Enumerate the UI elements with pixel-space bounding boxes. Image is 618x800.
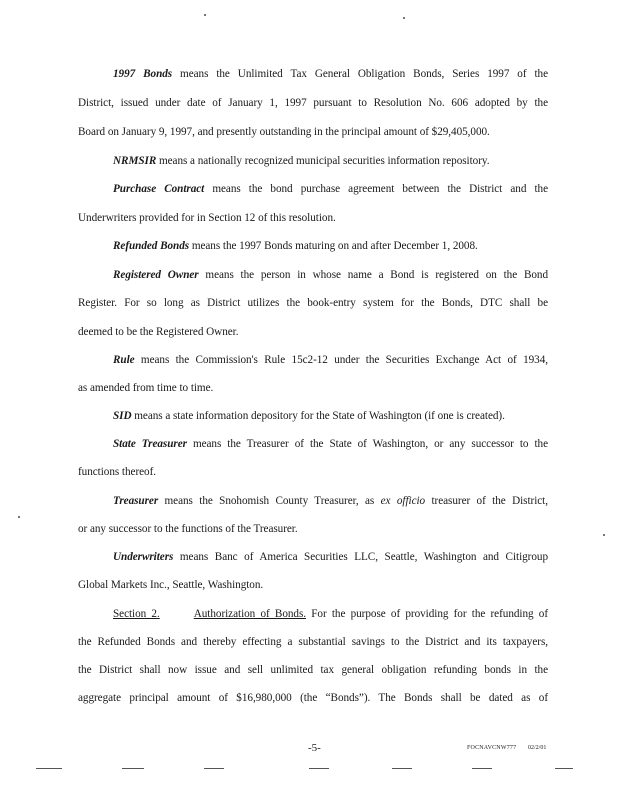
text-line: Board on January 9, 1997, and presently outstanding in the principal amount of $29,405,000. xyxy=(78,126,490,138)
scan-mark xyxy=(555,768,573,769)
scan-mark xyxy=(309,768,329,769)
definition-sid: SID means a state information depository for the State of Washington (if one is created). xyxy=(113,410,505,422)
text-line: functions thereof. xyxy=(78,466,157,478)
definition-registered-owner: Registered Owner means the person in whose name a Bond is registered on the Bond xyxy=(113,269,548,281)
definition-rule: Rule means the Commission's Rule 15c2-12 under the Securities Exchange Act of 1934, xyxy=(113,354,548,366)
text-line: Global Markets Inc., Seattle, Washington. xyxy=(78,579,264,591)
defined-term: Treasurer xyxy=(113,495,159,507)
scan-mark xyxy=(392,768,412,769)
defined-term: Rule xyxy=(113,354,135,366)
definition-1997-bonds: 1997 Bonds means the Unlimited Tax General Obligation Bonds, Series 1997 of the xyxy=(113,68,548,80)
text-line: or any successor to the functions of the Treasurer. xyxy=(78,523,298,535)
definition-treasurer: Treasurer means the Snohomish County Treasurer, as ex officio treasurer of the District, xyxy=(113,495,548,507)
latin-phrase: ex officio xyxy=(380,495,426,507)
text-line: as amended from time to time. xyxy=(78,382,214,394)
text-line: Underwriters provided for in Section 12 of this resolution. xyxy=(78,212,336,224)
scan-mark xyxy=(472,768,492,769)
section-2-heading-line: Section 2. Authorization of Bonds. For the purpose of providing for the refunding of xyxy=(113,608,548,620)
scan-mark xyxy=(36,768,62,769)
defined-term: 1997 Bonds xyxy=(113,68,173,80)
defined-term: Registered Owner xyxy=(113,269,199,281)
page-number: -5- xyxy=(308,742,321,754)
definition-purchase-contract: Purchase Contract means the bond purchase agreement between the District and the xyxy=(113,183,548,195)
text-line: Register. For so long as District utilizes the book-entry system for the Bonds, DTC shall be xyxy=(78,297,548,309)
text-line: the District shall now issue and sell unlimited tax general obligation refunding bonds in the xyxy=(78,664,548,676)
defined-term: State Treasurer xyxy=(113,438,187,450)
defined-term: Purchase Contract xyxy=(113,183,205,195)
document-code: FOCNAVCNW777 xyxy=(467,745,517,751)
defined-term: SID xyxy=(113,410,132,422)
text-line: the Refunded Bonds and thereby effecting a substantial savings to the District and its taxpayers, xyxy=(78,636,548,648)
text-line: aggregate principal amount of $16,980,000 (the “Bonds”). The Bonds shall be dated as of xyxy=(78,692,548,704)
defined-term: Underwriters xyxy=(113,551,174,563)
scan-speck xyxy=(18,516,20,518)
text-line: District, issued under date of January 1, 1997 pursuant to Resolution No. 606 adopted by the xyxy=(78,97,548,109)
document-date: 02/2/01 xyxy=(528,745,547,751)
section-heading: Authorization of Bonds. xyxy=(193,608,306,620)
scan-speck xyxy=(403,17,405,19)
defined-term: NRMSIR xyxy=(113,155,157,167)
defined-term: Refunded Bonds xyxy=(113,240,190,252)
scan-speck xyxy=(204,14,206,16)
definition-state-treasurer: State Treasurer means the Treasurer of the State of Washington, or any successor to the xyxy=(113,438,549,450)
scan-mark xyxy=(204,768,224,769)
definition-nrmsir: NRMSIR means a nationally recognized municipal securities information repository. xyxy=(113,155,490,167)
section-label: Section 2. xyxy=(113,608,160,620)
text-line: deemed to be the Registered Owner. xyxy=(78,326,239,338)
scan-mark xyxy=(122,768,144,769)
definition-underwriters: Underwriters means Banc of America Securities LLC, Seattle, Washington and Citigroup xyxy=(113,551,548,563)
definition-refunded-bonds: Refunded Bonds means the 1997 Bonds maturing on and after December 1, 2008. xyxy=(113,240,478,252)
scan-speck xyxy=(603,534,605,536)
